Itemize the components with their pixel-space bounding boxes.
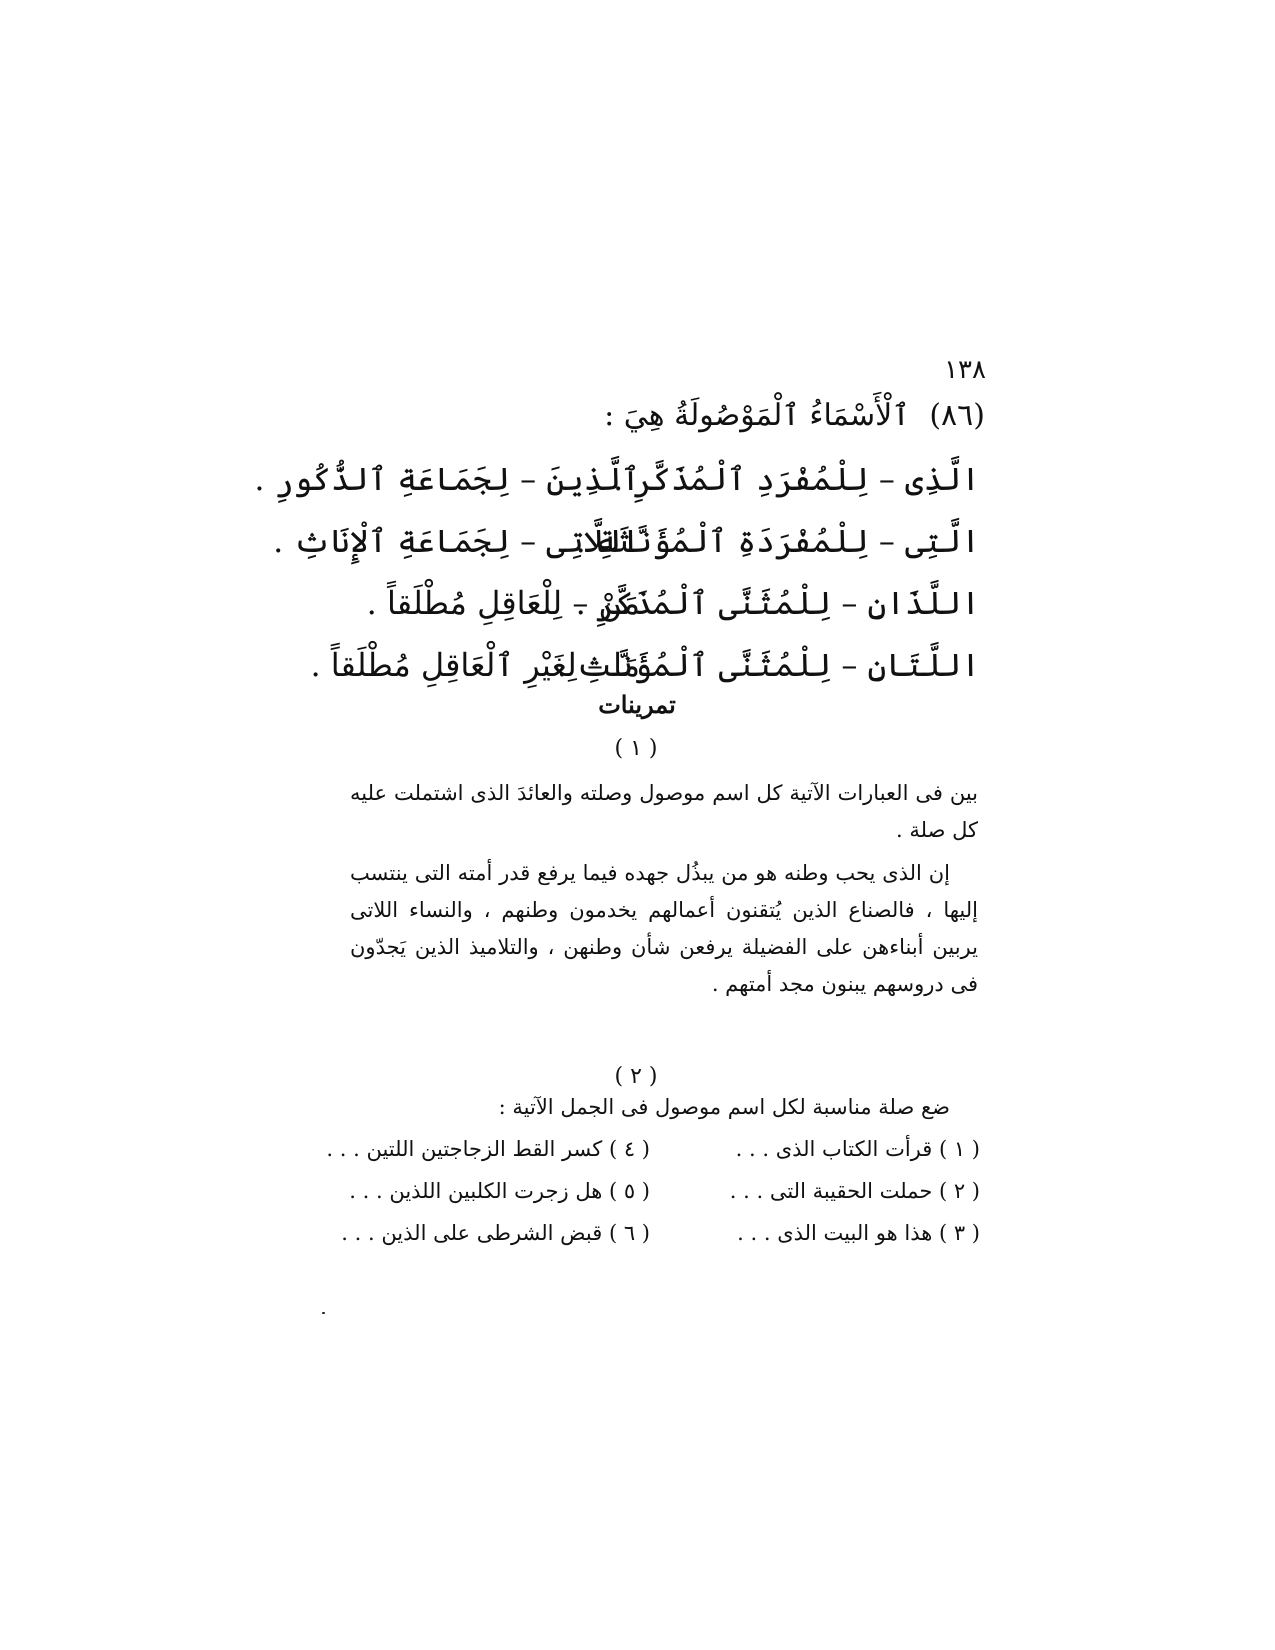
pronoun-entry: اللَّاتِى – لِجَمَاعَةِ ٱلْإِنَاثِ . [273, 522, 640, 560]
pronoun-entry: الَّذِى – لِلْمُفْرَدِ ٱلْمُذَكَّرِ . [613, 460, 980, 498]
exercise-2-row [326, 1128, 980, 1170]
exercise-2-item: ( ٤ ) كسر القط الزجاجتين اللتين . . . [326, 1137, 650, 1161]
pronoun-row [350, 572, 980, 634]
pronoun-entry: مَا – لِغَيْرِ ٱلْعَاقِلِ مُطْلَقاً . [310, 646, 640, 684]
section-title: ٱلْأَسْمَاءُ ٱلْمَوْصُولَةُ هِيَ : [604, 398, 910, 433]
pronoun-entry: اللَّتَانِ – لِلْمُثَنَّى ٱلْمُؤَنَّثِ . [556, 646, 980, 684]
exercise-2-item: ( ٣ ) هذا هو البيت الذى . . . [737, 1221, 980, 1245]
exercise-2-item: ( ١ ) قرأت الكتاب الذى . . . [735, 1137, 980, 1161]
exercise-2-number: ( ٢ ) [614, 1064, 658, 1089]
pronoun-row [254, 448, 980, 510]
exercise-2-items [326, 1128, 980, 1254]
exercise-2-item: ( ٦ ) قبض الشرطى على الذين . . . [341, 1221, 650, 1245]
pronoun-entry: ٱلَّذِينَ – لِجَمَاعَةِ ٱلذُّكُورِ . [254, 460, 640, 498]
exercise-2-row [350, 1170, 980, 1212]
exercise-2-row [341, 1212, 980, 1254]
exercise-2-item: ( ٢ ) حملت الحقيبة التى . . . [729, 1179, 980, 1203]
page-number: ١٣٨ [944, 355, 986, 385]
exercises-title: تمرينات [598, 690, 676, 719]
pronoun-entry: مَنْ – لِلْعَاقِلِ مُطْلَقاً . [366, 584, 640, 622]
exercise-2-item: ( ٥ ) هل زجرت الكلبين اللذين . . . [349, 1179, 650, 1203]
section-number: (٨٦) [929, 398, 985, 433]
exercise-1-instruction: بين فى العبارات الآتية كل اسم موصول وصلته والعائدَ الذى اشتملت عليه كل صلة . [350, 781, 978, 842]
exercise-1-number: ( ١ ) [614, 736, 658, 761]
pronoun-row [310, 634, 980, 696]
pronoun-entry: اللَّذَانِ – لِلْمُثَنَّى ٱلْمُذَكَّرِ . [575, 584, 980, 622]
pronoun-row [273, 510, 980, 572]
section-heading [285, 398, 985, 433]
scan-speck [322, 1312, 325, 1314]
exercise-1-text: إن الذى يحب وطنه هو من يبذُل جهده فيما يرفع قدر أمته التى ينتسب إليها ، فالصناع الذين يُتقنون أعمالهم يخدمون وطنهم ، والنساء اللاتى يربين أبناءهن على الفضيلة يرفعن شأن وطنهن ، والتلاميذ الذين يَجدّون فى دروسهم يبنون مجد أمتهم . [350, 861, 978, 996]
exercise-2-instruction: ضع صلة مناسبة لكل اسم موصول فى الجمل الآتية : [498, 1095, 950, 1119]
pronoun-entry: الَّتِى – لِلْمُفْرَدَةِ ٱلْمُؤَنَّثَةِ . [575, 522, 980, 560]
relative-pronouns-table [254, 448, 980, 696]
